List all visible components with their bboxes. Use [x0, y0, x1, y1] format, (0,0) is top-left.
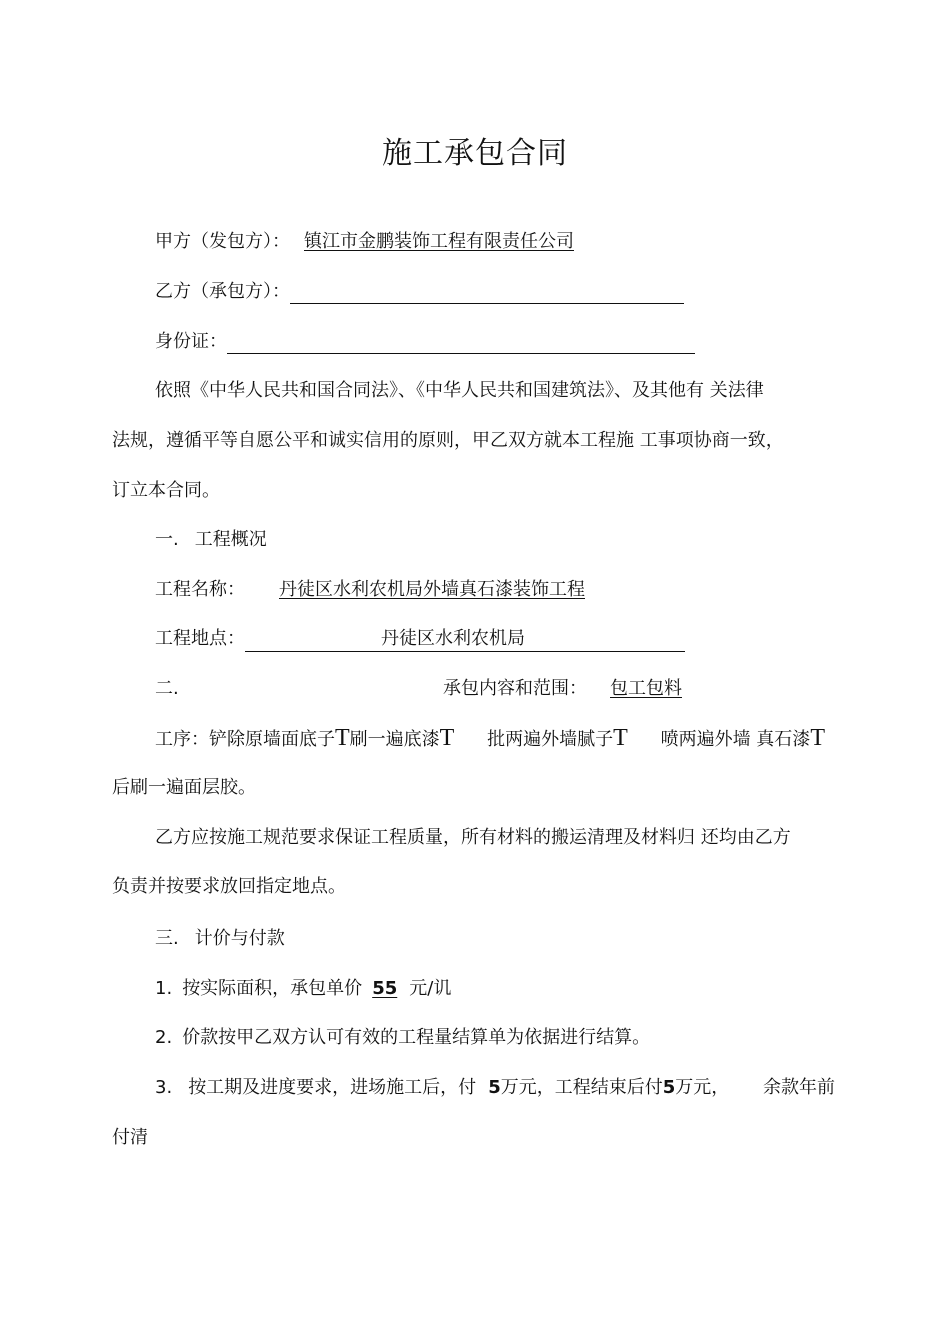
party-a-row	[155, 230, 574, 254]
preamble-line-1: 依照《中华人民共和国合同法》、《中华人民共和国建筑法》、及其他有 关法律	[155, 380, 764, 401]
process-segment-1	[155, 726, 454, 752]
process-step-4: 喷两遍外墙 真石漆	[660, 729, 811, 750]
payment-1-number: 1.	[155, 978, 173, 999]
section-3-heading	[155, 927, 285, 951]
section-3-number: 三.	[155, 928, 179, 949]
project-name-label: 工程名称：	[155, 579, 245, 600]
payment-1-text-a: 按实际面积，承包单价	[182, 978, 363, 999]
section-2-number: 二.	[155, 678, 179, 699]
payment-3-text-d: 余款年前	[763, 1077, 835, 1098]
section-1-title: 工程概况	[194, 529, 267, 550]
process-step-5: 后刷一遍面层胶。	[112, 777, 256, 798]
id-card-row	[155, 330, 695, 354]
section-2-row	[155, 677, 179, 701]
section-2-scope	[443, 677, 682, 701]
process-arrow-4: T	[810, 725, 825, 751]
preamble-line-3: 订立本合同。	[112, 480, 220, 501]
quality-line-2: 负责并按要求放回指定地点。	[112, 876, 346, 897]
preamble-line-2: 法规，遵循平等自愿公平和诚实信用的原则，甲乙双方就本工程施 工事项协商一致，	[112, 430, 784, 451]
party-a-label: 甲方（发包方）：	[155, 231, 290, 252]
page-title: 施工承包合同	[382, 136, 568, 171]
party-b-blank	[290, 283, 684, 304]
party-a-value: 镇江市金鹏装饰工程有限责任公司	[304, 231, 574, 252]
party-b-label: 乙方（承包方）：	[155, 281, 290, 302]
payment-2-number: 2.	[155, 1027, 173, 1048]
process-step-2: 刷一遍底漆	[349, 729, 440, 750]
project-location-label: 工程地点：	[155, 628, 245, 649]
project-location-field	[245, 627, 685, 652]
payment-3-text-b: 万元，工程结束后付	[500, 1077, 663, 1098]
project-name-value: 丹徒区水利农机局外墙真石漆装饰工程	[279, 579, 585, 600]
project-name-row	[155, 578, 585, 602]
process-segment-3	[661, 726, 825, 752]
process-label: 工序：	[155, 729, 209, 750]
section-1-heading	[155, 528, 267, 552]
process-arrow-3: T	[613, 725, 628, 751]
payment-3-main	[155, 1076, 729, 1100]
payment-1-price: 55	[372, 978, 398, 999]
project-location-value: 丹徒区水利农机局	[381, 628, 525, 649]
section-2-label: 承包内容和范围：	[443, 678, 587, 699]
payment-3-amount-1: 5	[488, 1077, 501, 1098]
id-card-blank	[227, 333, 695, 354]
payment-3-text-e: 付清	[112, 1127, 148, 1148]
id-card-label: 身份证：	[155, 331, 227, 352]
payment-item-1	[155, 977, 451, 1001]
payment-1-text-b: 元/讥	[409, 978, 452, 999]
payment-3-text-c: 万元，	[675, 1077, 730, 1098]
payment-item-2	[155, 1026, 650, 1050]
payment-item-3	[155, 1076, 835, 1100]
section-3-title: 计价与付款	[194, 928, 285, 949]
process-arrow-2: T	[439, 725, 455, 751]
payment-2-text: 价款按甲乙双方认可有效的工程量结算单为依据进行结算。	[182, 1027, 651, 1048]
section-1-number: 一.	[155, 529, 179, 550]
project-location-row	[155, 627, 685, 652]
process-segment-2	[487, 726, 628, 752]
process-step-3: 批两遍外墙腻子	[487, 729, 614, 750]
process-step-1: 铲除原墙面底子	[209, 729, 335, 750]
payment-3-number: 3.	[155, 1077, 173, 1098]
section-2-value: 包工包料	[610, 678, 682, 699]
payment-3-amount-2: 5	[662, 1077, 676, 1098]
process-arrow-1: T	[335, 725, 350, 751]
process-row	[155, 726, 825, 752]
party-b-row	[155, 280, 684, 304]
quality-line-1: 乙方应按施工规范要求保证工程质量，所有材料的搬运清理及材料归 还均由乙方	[155, 827, 791, 848]
payment-3-text-a: 按工期及进度要求，进场施工后，付	[188, 1077, 477, 1098]
